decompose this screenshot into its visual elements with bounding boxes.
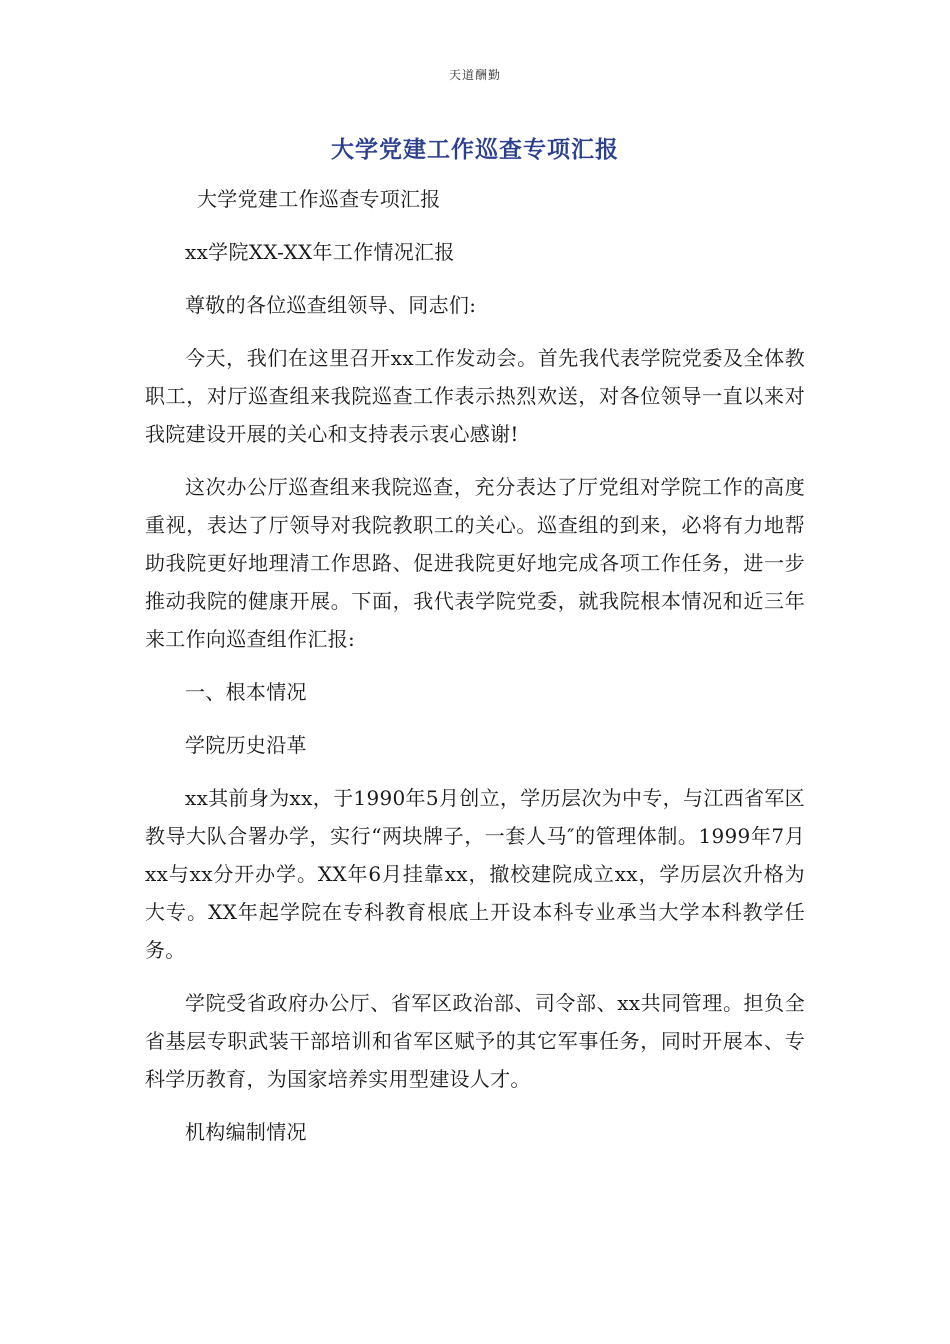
- paragraph-salutation: 尊敬的各位巡查组领导、同志们:: [185, 293, 477, 317]
- paragraph-report-heading: xx学院XX-XX年工作情况汇报: [185, 240, 455, 264]
- paragraph-inspection: 这次办公厅巡查组来我院巡查，充分表达了厅党组对学院工作的高度重视，表达了厅领导对我院教职工的关心。巡查组的到来，必将有力地帮助我院更好地理清工作思路、促进我院更好地完成各项工作任务，进一步推动我院的健康开展。下面，我代表学院党委，就我院根本情况和近三年来工作向巡查组作汇报:: [145, 475, 805, 651]
- paragraph-management: 学院受省政府办公厅、省军区政治部、司令部、xx共同管理。担负全省基层专职武装干部培训和省军区赋予的其它军事任务，同时开展本、专科学历教育，为国家培养实用型建设人才。: [145, 991, 805, 1091]
- paragraph-opening: 今天，我们在这里召开xx工作发动会。首先我代表学院党委及全体教职工，对厅巡查组来我院巡查工作表示热烈欢送，对各位领导一直以来对我院建设开展的关心和支持表示衷心感谢!: [145, 346, 805, 446]
- paragraph-history: xx其前身为xx，于1990年5月创立，学历层次为中专，与江西省军区教导大队合署办学，实行“两块牌子，一套人马″的管理体制。1999年7月xx与xx分开办学。XX年6月挂靠xx，撤校建院成立xx，学历层次升格为大专。XX年起学院在专科教育根底上开设本科专业承当大学本科教学任务。: [145, 786, 805, 962]
- section-heading-basic-info: 一、根本情况: [185, 680, 307, 704]
- document-title: 大学党建工作巡查专项汇报: [331, 137, 619, 163]
- subheading-history: 学院历史沿革: [185, 733, 307, 757]
- paragraph-subtitle: 大学党建工作巡查专项汇报: [197, 187, 441, 211]
- document-body: [145, 180, 805, 1151]
- page-header: 天道酬勤: [448, 68, 501, 82]
- subheading-organization: 机构编制情况: [185, 1120, 307, 1144]
